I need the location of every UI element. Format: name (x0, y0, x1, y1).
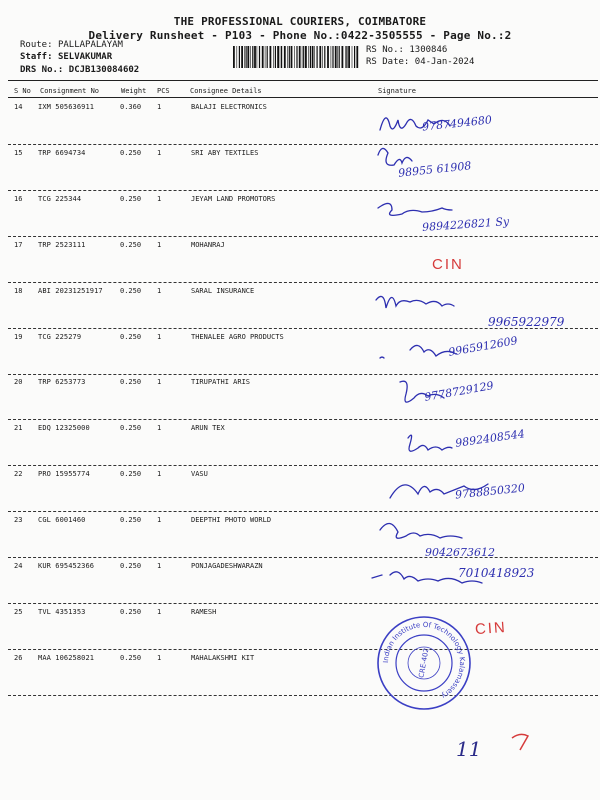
row-consignee: SARAL INSURANCE (191, 286, 255, 295)
red-check-mark (510, 730, 530, 752)
column-header: Consignee Details (190, 87, 262, 95)
signature-19 (380, 345, 456, 358)
bottom-tally-mark: 11 (456, 737, 482, 761)
row-cons: IXM 505636911 (38, 103, 95, 111)
row-sno: 17 (14, 240, 23, 249)
row-cons: ABI 20231251917 (38, 286, 103, 295)
row-cons: TRP 6694734 (38, 148, 86, 157)
barcode (233, 46, 359, 68)
row-consignee: VASU (191, 470, 208, 479)
staff-value: SELVAKUMAR (57, 52, 113, 62)
column-header: Signature (378, 87, 416, 95)
row-pcs: 1 (157, 194, 162, 203)
rs-date-value: 04-Jan-2024 (414, 57, 475, 67)
row-pcs: 1 (157, 516, 162, 525)
row-sno: 16 (14, 194, 23, 203)
row-cons: EDQ 12325000 (38, 424, 90, 433)
row-weight: 0.250 (120, 194, 142, 203)
row-cons: TRP 6253773 (38, 378, 86, 387)
signature-23 (380, 523, 462, 538)
stamp-ring-text: Indian Institute Of Technology Kalamassery (381, 620, 467, 700)
row-sno: 23 (14, 516, 23, 525)
row-consignee: JEYAM LAND PROMOTORS (191, 194, 276, 203)
row-weight: 0.250 (120, 378, 142, 387)
row-sno: 25 (14, 607, 23, 616)
handwritten-phone-19: 9965912609 (447, 334, 519, 359)
handwritten-phone-15: 98955 61908 (397, 159, 472, 180)
cin-mark-17: CIN (432, 256, 464, 273)
handwritten-phone-20: 9778729129 (423, 379, 495, 404)
row-weight: 0.250 (120, 332, 142, 341)
signature-21 (408, 435, 452, 451)
row-consignee: DEEPTHI PHOTO WORLD (191, 516, 272, 525)
handwritten-phone-22: 9788850320 (454, 481, 526, 502)
row-consignee: THENALEE AGRO PRODUCTS (191, 332, 284, 341)
row-consignee: RAMESH (191, 607, 217, 616)
drs-line (20, 65, 139, 75)
handwritten-phone-24: 7010418923 (458, 566, 535, 580)
row-weight: 0.360 (120, 103, 142, 111)
handwritten-phone-23: 9042673612 (425, 546, 495, 559)
row-pcs: 1 (157, 424, 162, 433)
row-consignee: MAHALAKSHMI KIT (191, 653, 255, 662)
row-weight: 0.250 (120, 286, 142, 295)
row-sno: 24 (14, 562, 23, 570)
row-pcs: 1 (157, 562, 162, 570)
header-subtitle: Delivery Runsheet - P103 - Phone No.:0422-3505555 - Page No.:2 (88, 29, 512, 42)
row-pcs: 1 (157, 103, 162, 111)
rs-no-line (366, 45, 447, 55)
column-header: Consignment No (40, 87, 100, 95)
row-sno: 14 (14, 103, 23, 111)
row-sno: 21 (14, 424, 23, 433)
column-header: Weight (121, 87, 147, 95)
row-pcs: 1 (157, 607, 162, 616)
row-weight: 0.250 (120, 424, 142, 433)
row-pcs: 1 (157, 378, 162, 387)
row-sno: 18 (14, 286, 23, 295)
row-consignee: ARUN TEX (191, 424, 225, 433)
row-consignee: TIRUPATHI ARIS (191, 378, 251, 387)
row-cons: MAA 106258021 (38, 653, 95, 662)
row-weight: 0.250 (120, 653, 142, 662)
rs-no-label: RS No.: (366, 45, 404, 55)
row-consignee: SRI ABY TEXTILES (191, 148, 259, 157)
row-pcs: 1 (157, 653, 162, 662)
signature-18 (376, 296, 454, 308)
handwritten-phone-21: 9892408544 (454, 427, 526, 450)
row-weight: 0.250 (120, 148, 142, 157)
row-cons: KUR 695452366 (38, 562, 95, 570)
column-header: S No (14, 87, 31, 95)
signature-16 (378, 203, 452, 215)
row-sno: 26 (14, 653, 23, 662)
row-pcs: 1 (157, 240, 162, 249)
row-sno: 20 (14, 378, 23, 387)
handwritten-phone-14: 9787494680 (421, 113, 493, 134)
row-cons: TCG 225279 (38, 332, 82, 341)
row-pcs: 1 (157, 470, 162, 479)
rs-no-value: 1300846 (409, 45, 448, 55)
row-weight: 0.250 (120, 607, 142, 616)
row-sno: 22 (14, 470, 23, 479)
column-header: PCS (157, 87, 170, 95)
route-label: Route: (20, 40, 53, 50)
row-sno: 15 (14, 148, 23, 157)
row-cons: TRP 2523111 (38, 240, 86, 249)
row-weight: 0.250 (120, 240, 142, 249)
stamp-code: CRE-402 (417, 647, 431, 679)
table-header-rule (8, 97, 598, 98)
route-line (20, 40, 123, 50)
row-weight: 0.250 (120, 470, 142, 479)
rs-date-line (366, 57, 474, 67)
row-pcs: 1 (157, 286, 162, 295)
institute-stamp (374, 613, 474, 713)
table-top-rule (8, 80, 598, 81)
route-value: PALLAPALAYAM (57, 40, 123, 50)
row-consignee: MOHANRAJ (191, 240, 225, 249)
handwritten-phone-18: 9965922979 (488, 315, 565, 329)
row-consignee: PONJAGADESHWARAZN (191, 562, 263, 570)
row-cons: CGL 6001460 (38, 516, 86, 525)
cin-mark-25: CIN (474, 618, 508, 639)
drs-value: DCJB130084602 (68, 65, 140, 75)
signature-15 (378, 148, 412, 165)
row-pcs: 1 (157, 332, 162, 341)
row-weight: 0.250 (120, 516, 142, 525)
header-title: THE PROFESSIONAL COURIERS, COIMBATORE (173, 15, 427, 28)
row-cons: TCG 225344 (38, 194, 82, 203)
drs-label: DRS No.: (20, 65, 64, 75)
rs-date-label: RS Date: (366, 57, 410, 67)
row-pcs: 1 (157, 148, 162, 157)
row-consignee: BALAJI ELECTRONICS (191, 103, 267, 111)
row-weight: 0.250 (120, 562, 142, 570)
staff-line (20, 52, 112, 62)
handwritten-phone-16: 9894226821 Sy (421, 214, 510, 235)
row-cons: PRO 15955774 (38, 470, 90, 479)
row-sno: 19 (14, 332, 23, 341)
row-cons: TVL 4351353 (38, 607, 86, 616)
staff-label: Staff: (20, 52, 53, 62)
